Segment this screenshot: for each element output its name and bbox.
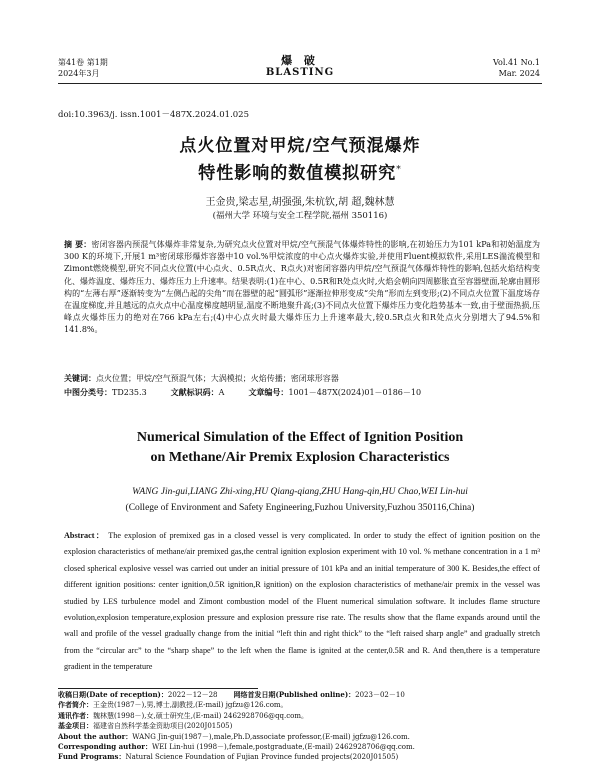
cn-abstract-label: 摘 要： — [64, 239, 92, 249]
header-volume-cn: 第41卷 第1期 — [58, 58, 108, 67]
cn-keywords — [64, 372, 540, 385]
en-abstract-text: The explosion of premixed gas in a closed vessel is very complicated. In order to study the effect of ignition position on the explosion characteristics of methane/air premixed gas,the central ignition explosion experiment with 10 vol. % methane concentration in a 1 m³ closed spherical explosive vessel was carried out under an initial pressure of 101 kPa and an initial temperature of 300 K. Besides,the effect of different ignition positions: center ignition,0.5R ignition,R ignition) on the explosion characteristics of methane/air premix in the vessel was studied by LES turbulence model and Zimont combustion model of the Fluent numerical simulation software. It includes flame structure evolution,explosion temperature,explosion pressure and explosion pressure rise rate. The results show that the flame expands around until the wall and profile of the vessel gradually change from the initial “left thin and right thick” to the “left raised sharp angle” and gradually stretch from the “circular arc” to the “sharp shape” to the left when the flame is ignited at the center,0.5R and R. And then,there is a temperature gradient in the temperature — [64, 531, 540, 672]
header-date-cn: 2024年3月 — [58, 69, 100, 78]
doi[interactable]: doi:10.3963/j. issn.1001－487X.2024.01.025 — [58, 110, 249, 120]
cn-affiliation: (福州大学 环境与安全工程学院,福州 350116) — [212, 211, 388, 221]
cn-title-line2 — [0, 158, 600, 186]
cn-title-line2-text: 特性影响的数值模拟研究 — [198, 163, 397, 184]
en-fund-label: Fund Programs： — [58, 752, 126, 762]
published-label: 网络首发日期(Published online)： — [233, 690, 356, 699]
cn-articleno-value: 1001－487X(2024)01－0186－10 — [288, 388, 422, 397]
cn-title — [0, 134, 600, 186]
footnote-dates — [58, 690, 542, 700]
header-rule — [58, 83, 542, 84]
en-corresp-label: Corresponding author： — [58, 742, 152, 752]
cn-articleno-label: 文章编号： — [248, 387, 289, 397]
cn-title-line1: 点火位置对甲烷/空气预混爆炸 — [179, 136, 421, 156]
en-affiliation: (College of Environment and Safety Engineering,Fuzhou University,Fuzhou 350116,China) — [125, 503, 475, 513]
cn-authors: 王金贵,梁志星,胡强强,朱杭钦,胡 超,魏林慧 — [205, 197, 395, 208]
en-authors: WANG Jin-gui,LIANG Zhi-xing,HU Qiang-qiang,ZHU Hang-qin,HU Chao,WEI Lin-hui — [132, 487, 468, 497]
cn-abstract — [64, 238, 540, 337]
cn-author-label: 作者简介： — [58, 700, 93, 710]
footnotes — [58, 690, 542, 763]
cn-classification — [64, 386, 540, 399]
footnote-en-fund — [58, 752, 542, 762]
header-volume-en — [493, 57, 540, 79]
cn-corresp-info: 魏林慧(1998－),女,硕士研究生,(E-mail) 2462928706@qq.com。 — [93, 711, 309, 720]
en-corresp-info: WEI Lin-hui (1998－),female,postgraduate,(E-mail) 2462928706@qq.com. — [151, 743, 415, 752]
cn-keywords-label: 关键词： — [64, 373, 96, 383]
cn-title-footnote-mark: * — [396, 165, 402, 175]
cn-class-label: 中图分类号： — [64, 387, 112, 397]
cn-class-value: TD235.3 — [112, 388, 147, 397]
cn-keywords-text: 点火位置；甲烷/空气预混气体；大涡模拟；火焰传播；密闭球形容器 — [96, 374, 339, 383]
en-title-line1: Numerical Simulation of the Effect of Ignition Position — [136, 430, 464, 445]
en-abstract — [64, 528, 540, 676]
footnote-cn-fund — [58, 721, 542, 731]
en-fund-info: Natural Science Foundation of Fujian Province funded projects(2020J01505) — [125, 753, 399, 762]
footnote-cn-corresp — [58, 711, 542, 721]
en-title — [0, 428, 600, 468]
en-author-label: About the author： — [58, 731, 133, 741]
header-date-en: Mar. 2024 — [498, 69, 540, 78]
footnote-en-corresp — [58, 742, 542, 752]
footnote-cn-author — [58, 700, 542, 710]
received-date: 2022－12－28 — [167, 691, 218, 699]
en-abstract-label: Abstract： — [64, 531, 106, 540]
en-author-info: WANG Jin-gui(1987－),male,Ph.D,associate professor,(E-mail) jgfzu@126.com. — [132, 732, 410, 741]
en-title-line2: on Methane/Air Premix Explosion Characteristics — [150, 450, 450, 465]
cn-abstract-text: 密闭容器内预混气体爆炸非常复杂,为研究点火位置对甲烷/空气预混气体爆炸特性的影响,在初始压力为101 kPa和初始温度为300 K的环境下,开展1 m³密闭球形爆炸容器中10 vol.%甲烷浓度的中心点火爆炸实验,并使用Fluent模拟软件,采用LES湍流模型和Zimont燃烧模型,研究不同点火位置(中心点火、0.5R点火、R点火)对密闭容器内甲烷/空气预混气体爆炸特性的影响,包括火焰结构变化、爆炸温度、爆炸压力、爆炸压力上升速率。结果表明:(1)在中心、0.5R和R处点火时,火焰会朝向四周膨胀直至容器壁面,轮廓由圆形构的“左薄右厚”逐渐转变为“左侧凸起的尖角”而在器壁的起“圆弧形”逐渐拉伸形变成“尖角”形而左到变形;(2)不同点火位置下温度场存在温度梯度,并且越远的点火点中心温度梯度越明显,温度不断地聚升高;(3)不同点火位置下爆炸压力变化趋势基本一致,由于壁面热损,压峰点火爆炸压力的绝对在766 kPa左右;(4)中心点火时最大爆炸压力上升速率最大,较0.5R点火和R处点火分别增大了94.5%和141.8%。 — [64, 240, 540, 335]
footnote-en-author — [58, 732, 542, 742]
cn-author-info: 王金贵(1987－),男,博士,副教授,(E-mail) jgfzu@126.com。 — [93, 701, 288, 710]
cn-doccode-label: 文献标识码： — [170, 387, 219, 397]
cn-corresp-label: 通讯作者： — [58, 710, 93, 720]
published-date: 2023－02－10 — [355, 691, 405, 699]
header-vol-no: Vol.41 No.1 — [493, 58, 540, 67]
journal-name-en: BLASTING — [265, 67, 335, 78]
cn-doccode-value: A — [218, 388, 225, 397]
cn-fund-label: 基金项目： — [58, 721, 93, 731]
footnote-rule — [58, 688, 258, 689]
received-label: 收稿日期(Date of reception)： — [58, 690, 168, 699]
cn-fund-info: 福建省自然科学基金资助项目(2020J01505) — [93, 722, 233, 731]
journal-name-cn: 爆 破 — [281, 54, 319, 67]
